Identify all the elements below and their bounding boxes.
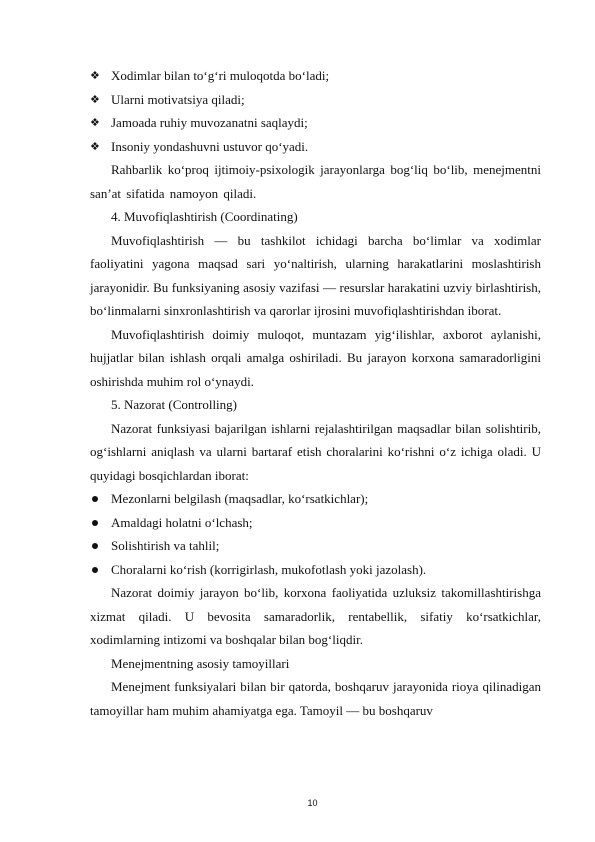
paragraph-coordinating-methods: Muvofiqlashtirish doimiy muloqot, muntazam yig‘ilishlar, axborot aylanishi, hujjatlar bilan ishlash orqali amalga oshiriladi. Bu jarayon korxona samaradorligini oshirishda muhim rol o‘ynaydi.	[90, 326, 541, 389]
list-item-text: Ularni motivatsiya qiladi;	[111, 91, 245, 107]
list-item-text: Amaldagi holatni o‘lchash;	[111, 514, 253, 530]
control-steps-list	[90, 487, 541, 581]
round-bullet-icon	[92, 543, 98, 549]
list-item	[90, 558, 541, 582]
diamond-bullet-icon: ❖	[90, 139, 100, 153]
paragraph-controlling-definition: Nazorat funksiyasi bajarilgan ishlarni rejalashtirilgan maqsadlar bilan solishtirib, og‘ishlarni aniqlash va ularni bartaraf etish choralarini ko‘rishni o‘z ichiga oladi. U quyidagi bosqichlardan iborat:	[90, 420, 541, 483]
list-item	[90, 534, 541, 558]
paragraph-controlling-process: Nazorat doimiy jarayon bo‘lib, korxona faoliyatida uzluksiz takomillashtirishga xizmat qiladi. U bevosita samaradorlik, rentabellik, sifatiy ko‘rsatkichlar, xodimlarning intizomi va boshqalar bilan bog‘liqdir.	[90, 585, 541, 647]
diamond-bullet-icon: ❖	[90, 116, 100, 129]
list-item	[90, 88, 541, 112]
heading-coordinating: 4. Muvofiqlashtirish (Coordinating)	[111, 209, 298, 224]
round-bullet-icon	[92, 496, 98, 502]
list-item	[90, 487, 541, 511]
list-item-text: Solishtirish va tahlil;	[111, 538, 220, 553]
diamond-bullet-icon: ❖	[90, 69, 100, 82]
document-page	[90, 64, 541, 722]
list-item-text: Insoniy yondashuvni ustuvor qo‘yadi.	[111, 138, 309, 154]
page-number: 10	[307, 798, 318, 808]
list-item	[90, 135, 541, 159]
list-item	[90, 511, 541, 535]
list-item-text: Mezonlarni belgilash (maqsadlar, ko‘rsatkichlar);	[111, 491, 369, 506]
paragraph-leadership: Rahbarlik ko‘proq ijtimoiy-psixologik jarayonlarga bog‘liq bo‘lib, menejmentni san’at sifatida namoyon qiladi.	[90, 162, 541, 201]
intro-bullet-list	[90, 64, 541, 158]
list-item-text: Jamoada ruhiy muvozanatni saqlaydi;	[111, 115, 308, 130]
heading-principles: Menejmentning asosiy tamoyillari	[111, 655, 290, 671]
heading-controlling: 5. Nazorat (Controlling)	[111, 397, 237, 412]
round-bullet-icon	[92, 520, 98, 526]
round-bullet-icon	[92, 567, 98, 573]
list-item	[90, 64, 541, 88]
list-item-text: Xodimlar bilan to‘g‘ri muloqotda bo‘ladi;	[111, 68, 330, 83]
list-item	[90, 111, 541, 135]
list-item-text: Choralarni ko‘rish (korrigirlash, mukofotlash yoki jazolash).	[111, 561, 427, 577]
paragraph-principles: Menejment funksiyalari bilan bir qatorda, boshqaruv jarayonida rioya qilinadigan tamoyillar ham muhim ahamiyatga ega. Tamoyil — bu boshqaruv	[90, 679, 541, 718]
paragraph-coordinating-definition: Muvofiqlashtirish — bu tashkilot ichidagi barcha bo‘limlar va xodimlar faoliyatini yagona maqsad sari yo‘naltirish, ularning harakatlarini moslashtirish jarayonidir. Bu funksiyaning asosiy vazifasi — resurslar harakatini uzviy birlashtirish, bo‘linmalarni sinxronlashtirish va qarorlar ijrosini muvofiqlashtirishdan iborat.	[90, 232, 541, 318]
diamond-bullet-icon: ❖	[90, 92, 100, 106]
